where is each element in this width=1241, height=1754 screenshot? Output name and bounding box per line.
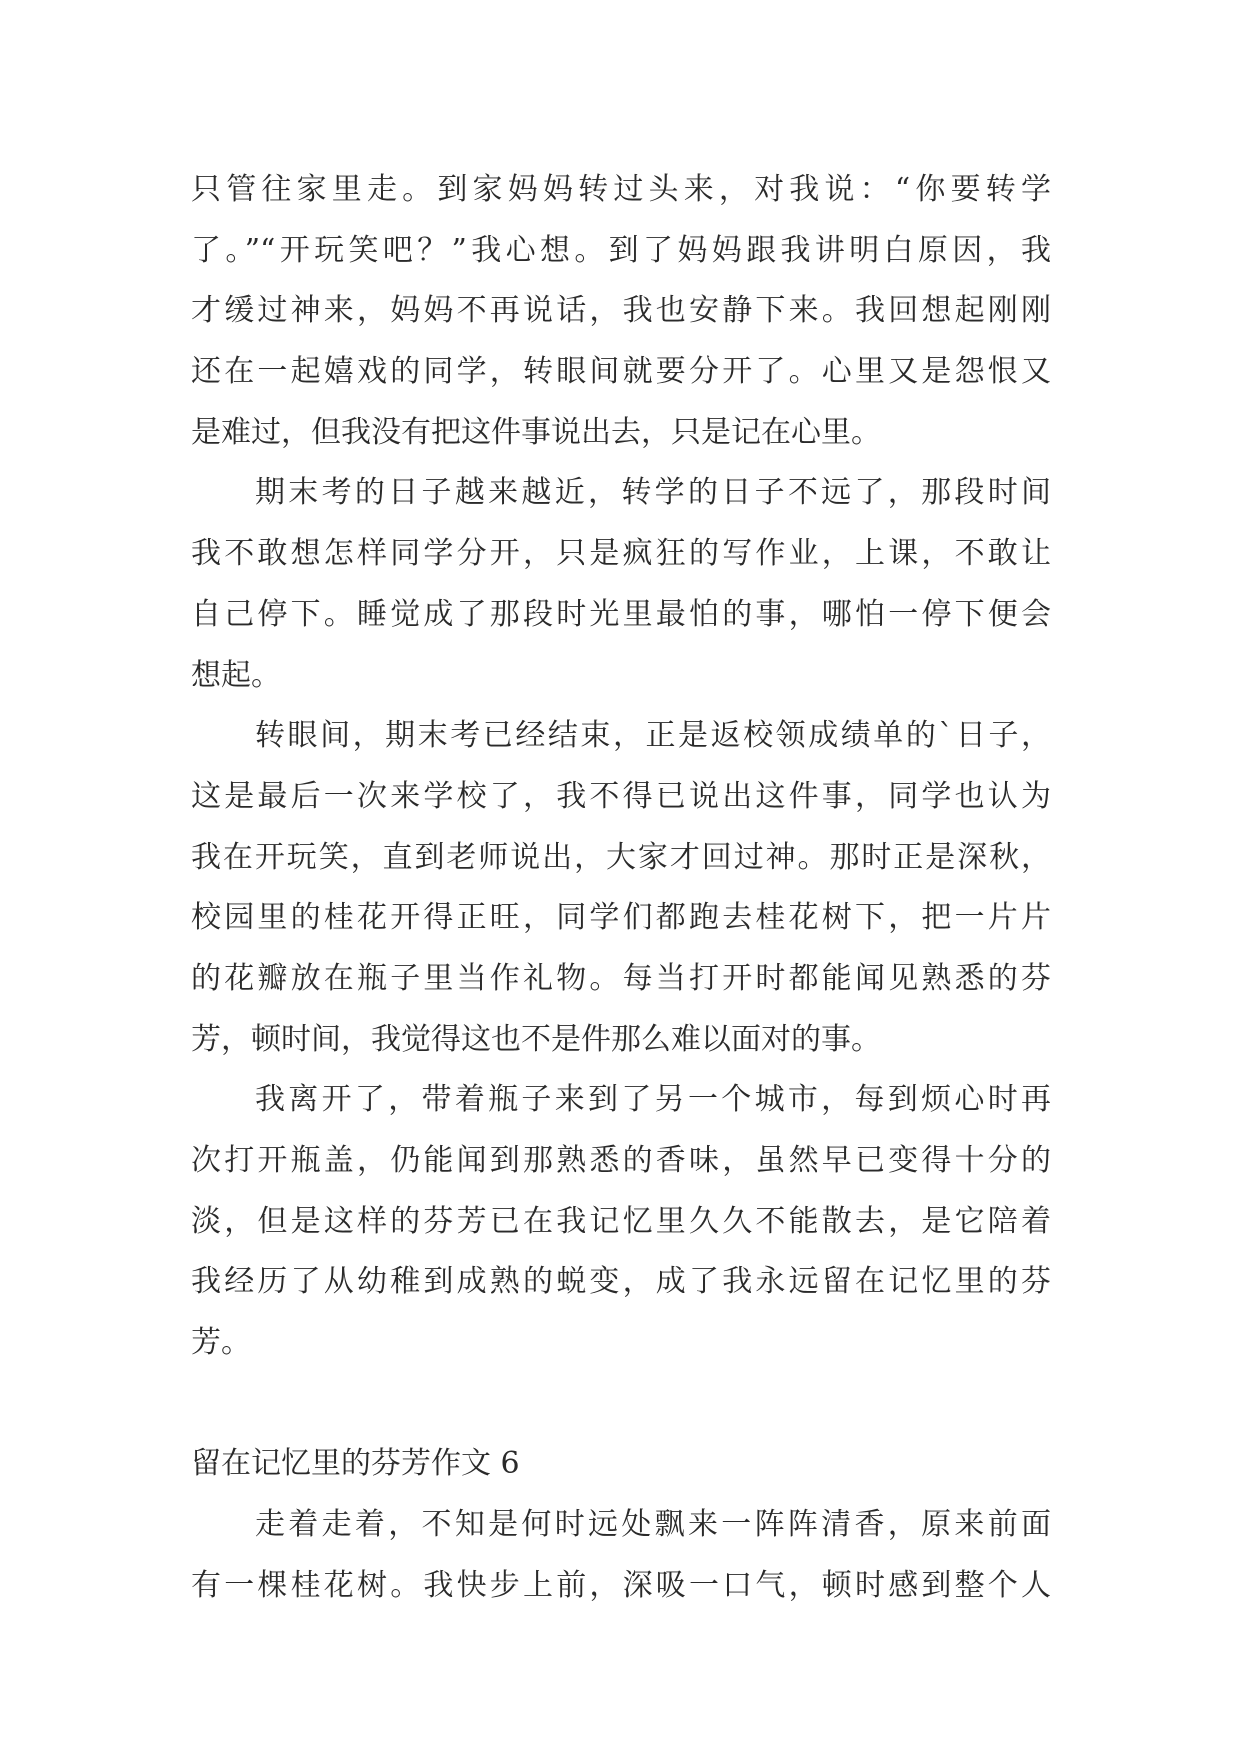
paragraph-2	[191, 463, 1051, 706]
text-line: 了。”“开玩笑吧？”我心想。到了妈妈跟我讲明白原因，我	[191, 232, 1051, 268]
text-line: 芳，顿时间，我觉得这也不是件那么难以面对的事。	[191, 1021, 881, 1057]
paragraph-5	[191, 1495, 1051, 1616]
text-line: 的花瓣放在瓶子里当作礼物。每当打开时都能闻见熟悉的芬	[191, 960, 1051, 996]
text-line: 次打开瓶盖，仍能闻到那熟悉的香味，虽然早已变得十分的	[191, 1143, 1051, 1178]
text-line: 有一棵桂花树。我快步上前，深吸一口气，顿时感到整个人	[191, 1567, 1051, 1603]
text-line: 我不敢想怎样同学分开，只是疯狂的写作业，上课，不敢让	[191, 536, 1051, 572]
text-line: 才缓过神来，妈妈不再说话，我也安静下来。我回想起刚刚	[191, 293, 1051, 329]
blank-line	[191, 1374, 1051, 1435]
paragraph-1	[191, 160, 1051, 463]
text-line: 我离开了，带着瓶子来到了另一个城市，每到烦心时再	[255, 1082, 1051, 1118]
text-line: 只管往家里走。到家妈妈转过头来，对我说：“你要转学	[191, 172, 1051, 207]
text-line: 转眼间，期末考已经结束，正是返校领成绩单的`日子，	[255, 718, 1051, 754]
text-line: 我经历了从幼稚到成熟的蜕变，成了我永远留在记忆里的芬	[191, 1264, 1051, 1300]
text-line: 我在开玩笑，直到老师说出，大家才回过神。那时正是深秋，	[191, 839, 1051, 875]
text-line: 自己停下。睡觉成了那段时光里最怕的事，哪怕一停下便会	[191, 596, 1051, 632]
text-line: 这是最后一次来学校了，我不得已说出这件事，同学也认为	[191, 778, 1051, 814]
text-line: 是难过，但我没有把这件事说出去，只是记在心里。	[191, 414, 881, 450]
text-line: 还在一起嬉戏的同学，转眼间就要分开了。心里又是怨恨又	[191, 354, 1051, 390]
document-body	[191, 160, 1051, 1617]
text-line: 校园里的桂花开得正旺，同学们都跑去桂花树下，把一片片	[191, 900, 1051, 936]
section-title: 留在记忆里的芬芳作文 6	[191, 1446, 520, 1482]
text-line: 走着走着，不知是何时远处飘来一阵阵清香，原来前面	[255, 1507, 1051, 1543]
paragraph-4	[191, 1070, 1051, 1373]
text-line: 期末考的日子越来越近，转学的日子不远了，那段时间	[255, 475, 1051, 511]
text-line: 淡，但是这样的芬芳已在我记忆里久久不能散去，是它陪着	[191, 1203, 1051, 1239]
text-line: 想起。	[191, 657, 281, 693]
paragraph-3	[191, 706, 1051, 1070]
text-line: 芳。	[191, 1325, 251, 1361]
